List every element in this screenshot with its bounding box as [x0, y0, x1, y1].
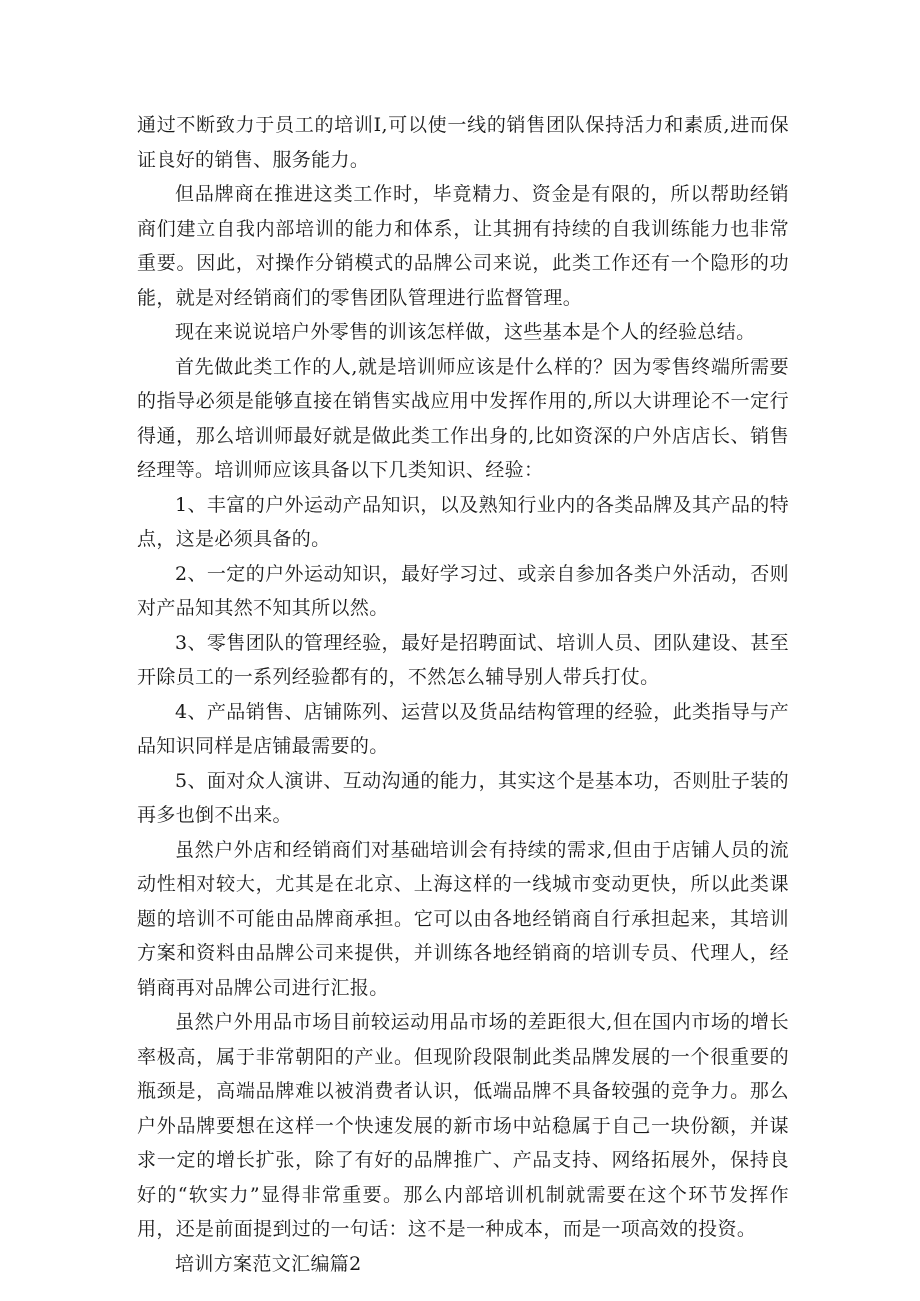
section-heading: 培训方案范文汇编篇2 [175, 1252, 362, 1275]
list-item: 4、产品销售、店铺陈列、运营以及货品结构管理的经验，此类指导与产品知识同样是店铺最需要的。 [137, 700, 789, 757]
paragraph: 首先做此类工作的人,就是培训师应该是什么样的？因为零售终端所需要的指导必须是能够直接在销售实战应用中发挥作用的,所以大讲理论不一定行得通，那么培训师最好就是做此类工作出身的,比如资深的户外店店长、销售经理等。培训师应该具备以下几类知识、经验： [137, 355, 789, 481]
paragraph: 虽然户外店和经销商们对基础培训会有持续的需求,但由于店铺人员的流动性相对较大，尤其是在北京、上海这样的一线城市变动更快，所以此类课题的培训不可能由品牌商承担。它可以由各地经销商自行承担起来，其培训方案和资料由品牌公司来提供，并训练各地经销商的培训专员、代理人，经销商再对品牌公司进行汇报。 [137, 838, 789, 999]
paragraph: 通过不断致力于员工的培训I,可以使一线的销售团队保持活力和素质,进而保证良好的销售、服务能力。 [137, 114, 789, 171]
list-item: 5、面对众人演讲、互动沟通的能力，其实这个是基本功，否则肚子装的再多也倒不出来。 [137, 769, 789, 826]
list-item: 1、丰富的户外运动产品知识，以及熟知行业内的各类品牌及其产品的特点，这是必须具备的。 [137, 493, 789, 550]
document-body [137, 108, 789, 1281]
paragraph: 现在来说说培户外零售的训该怎样做，这些基本是个人的经验总结。 [175, 321, 756, 343]
list-item: 3、零售团队的管理经验，最好是招聘面试、培训人员、团队建设、甚至开除员工的一系列经验都有的，不然怎么辅导别人带兵打仗。 [137, 631, 789, 688]
list-item: 2、一定的户外运动知识，最好学习过、或亲自参加各类户外活动，否则对产品知其然不知其所以然。 [137, 562, 789, 619]
paragraph: 虽然户外用品市场目前较运动用品市场的差距很大,但在国内市场的增长率极高，属于非常朝阳的产业。但现阶段限制此类品牌发展的一个很重要的瓶颈是，高端品牌难以被消费者认识，低端品牌不具备较强的竞争力。那么户外品牌要想在这样一个快速发展的新市场中站稳属于自己一块份额，并谋求一定的增长扩张，除了有好的品牌推广、产品支持、网络拓展外，保持良好的“软实力”显得非常重要。那么内部培训机制就需要在这个环节发挥作用，还是前面提到过的一句话：这不是一种成本，而是一项高效的投资。 [137, 1011, 789, 1240]
paragraph: 但品牌商在推进这类工作时，毕竟精力、资金是有限的，所以帮助经销商们建立自我内部培训的能力和体系，让其拥有持续的自我训练能力也非常重要。因此，对操作分销模式的品牌公司来说，此类工作还有一个隐形的功能，就是对经销商们的零售团队管理进行监督管理。 [137, 183, 789, 309]
